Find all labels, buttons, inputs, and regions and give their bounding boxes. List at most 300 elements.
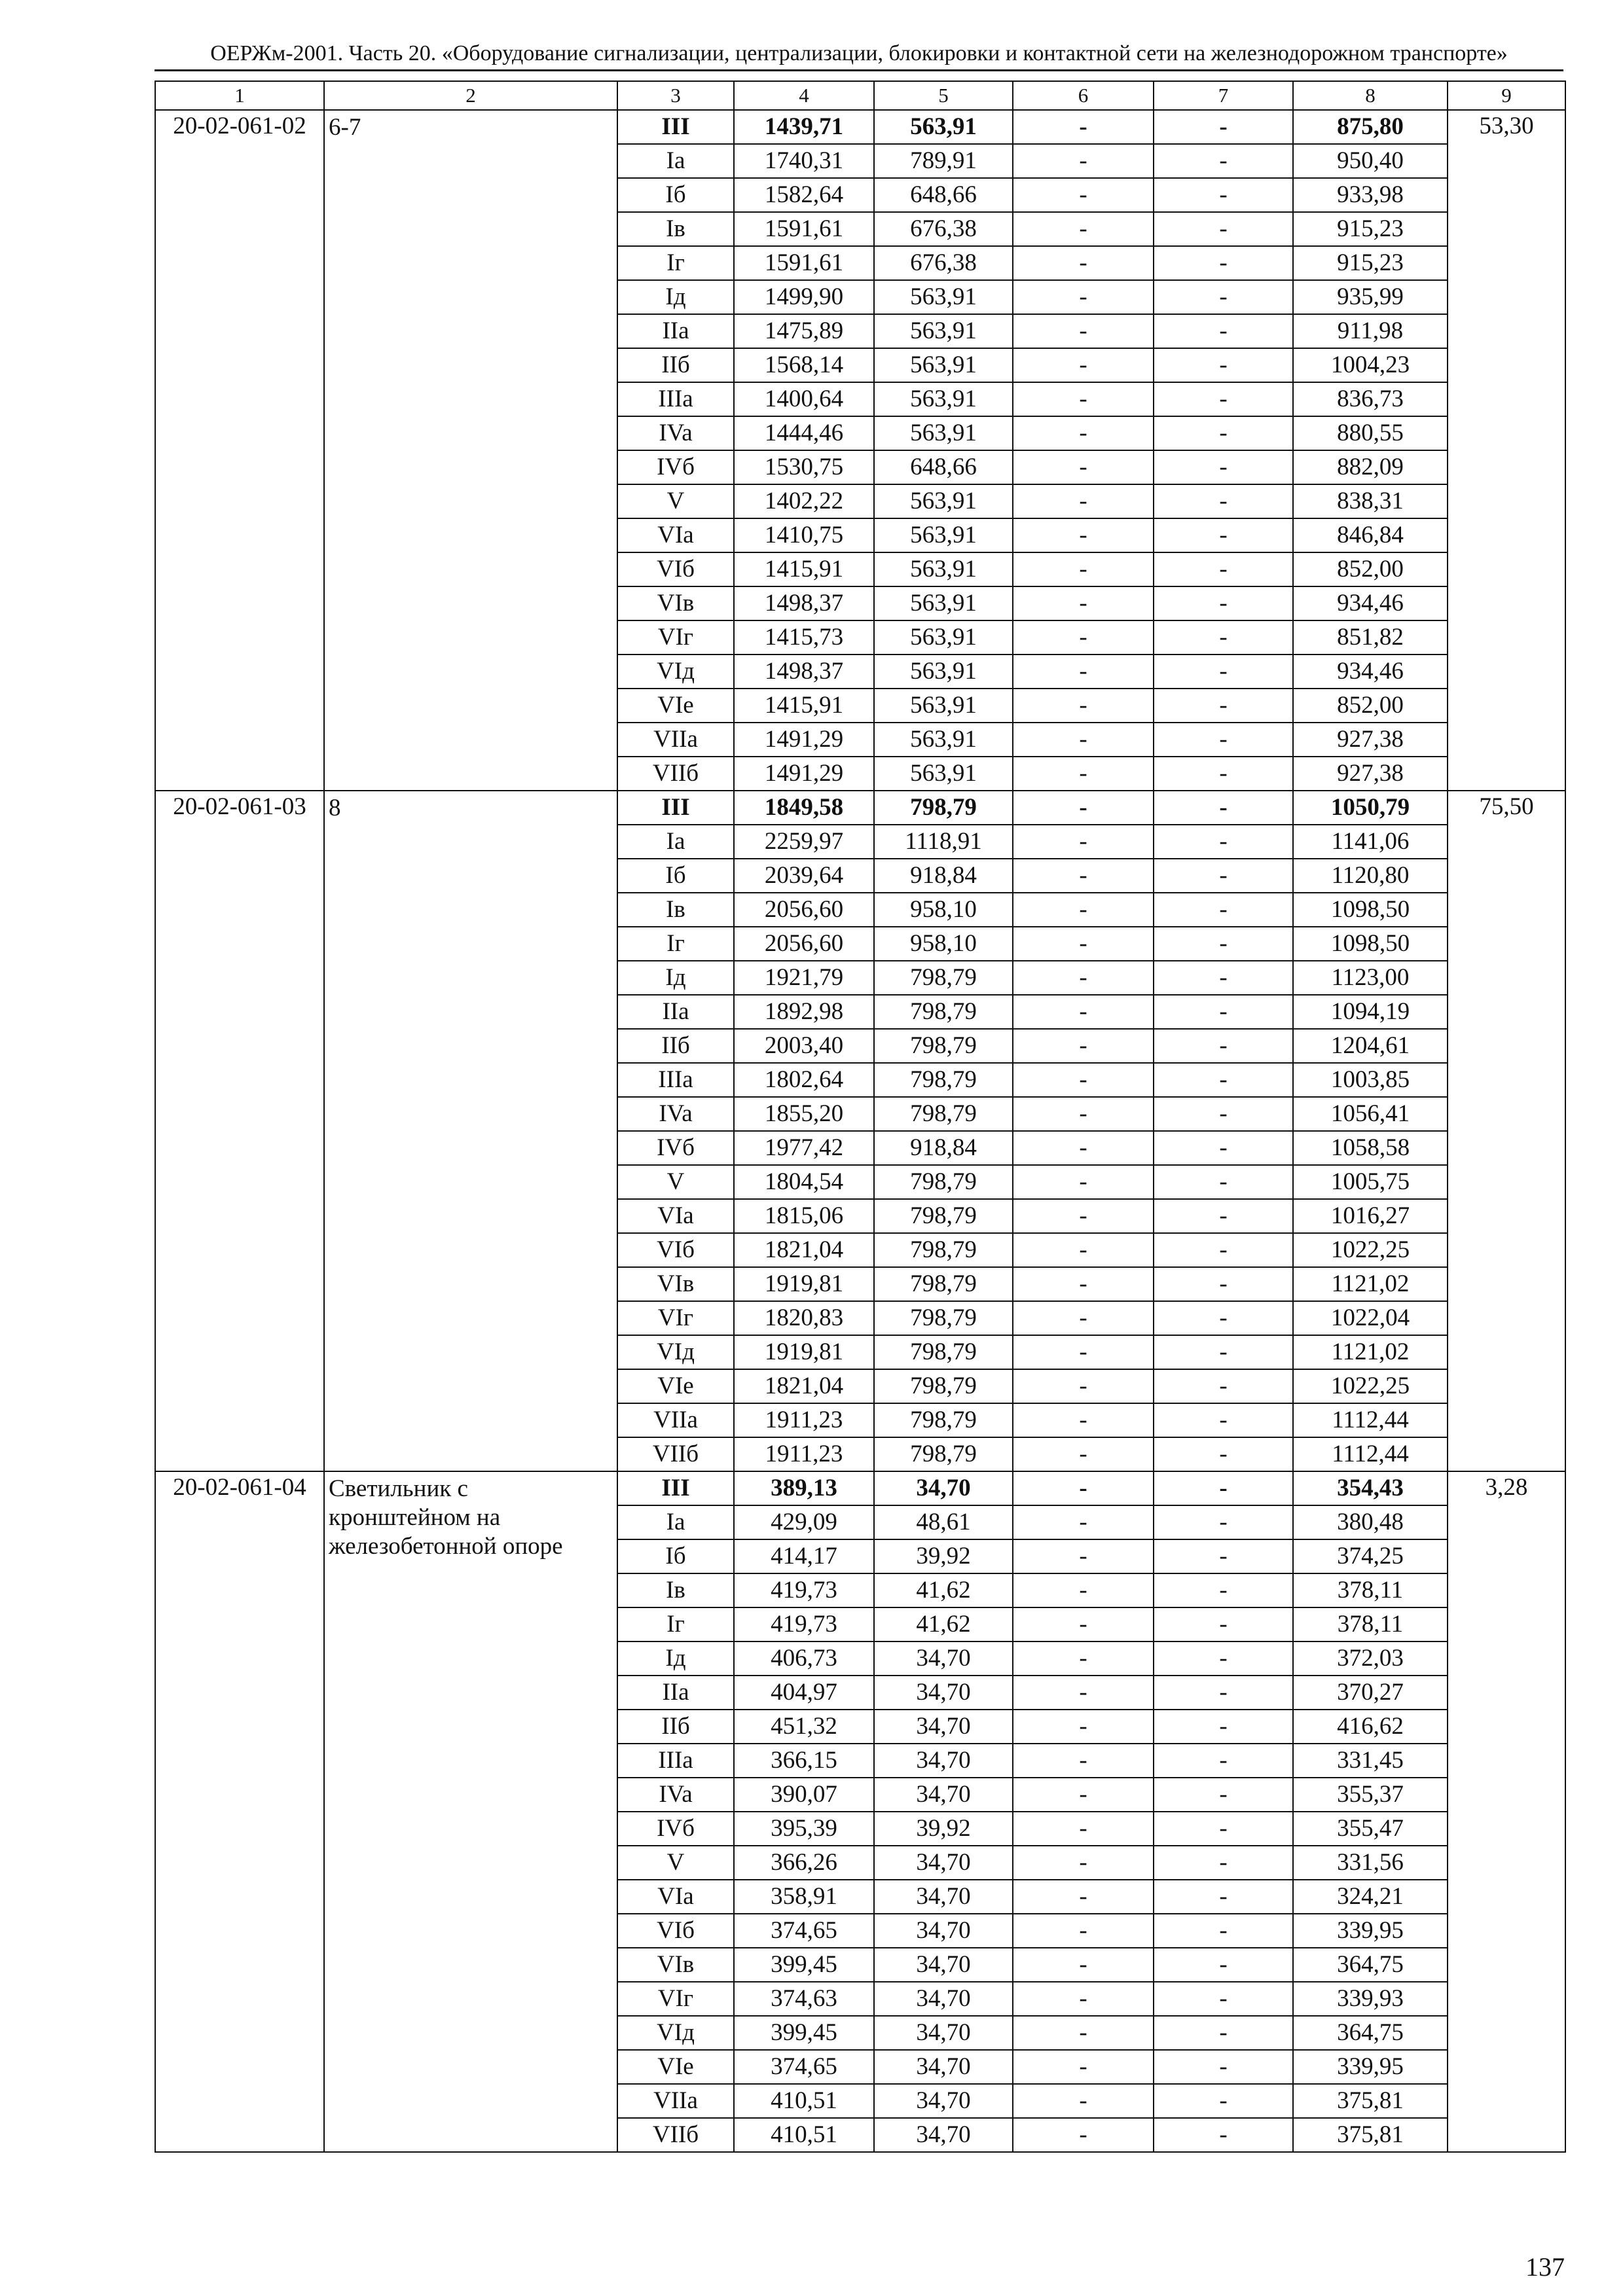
value-cell: 1849,58	[734, 791, 874, 825]
value-cell: 838,31	[1293, 484, 1448, 518]
zone-cell: Ia	[617, 144, 734, 178]
value-cell: 798,79	[874, 1301, 1013, 1335]
value-cell: 958,10	[874, 893, 1013, 927]
value-cell: 1112,44	[1293, 1437, 1448, 1471]
value-cell: -	[1154, 1029, 1293, 1063]
value-cell: 798,79	[874, 961, 1013, 995]
value-cell: 563,91	[874, 484, 1013, 518]
value-cell: 331,56	[1293, 1846, 1448, 1880]
zone-cell: VIa	[617, 1199, 734, 1233]
value-cell: 1121,02	[1293, 1335, 1448, 1369]
value-cell: -	[1013, 212, 1154, 246]
zone-cell: VIa	[617, 518, 734, 552]
value-cell: 34,70	[874, 1914, 1013, 1948]
value-cell: 1911,23	[734, 1403, 874, 1437]
value-cell: 1977,42	[734, 1131, 874, 1165]
value-cell: -	[1013, 1641, 1154, 1676]
value-cell: 34,70	[874, 2050, 1013, 2084]
column-number-cell: 8	[1293, 81, 1448, 110]
value-cell: 927,38	[1293, 757, 1448, 791]
value-cell: 1815,06	[734, 1199, 874, 1233]
value-cell: 34,70	[874, 1948, 1013, 1982]
value-cell: -	[1013, 1744, 1154, 1778]
value-cell: -	[1154, 1948, 1293, 1982]
value-cell: 34,70	[874, 1471, 1013, 1505]
value-cell: 676,38	[874, 212, 1013, 246]
value-cell: 1098,50	[1293, 927, 1448, 961]
value-cell: 1003,85	[1293, 1063, 1448, 1097]
value-cell: 419,73	[734, 1607, 874, 1641]
value-cell: -	[1013, 1369, 1154, 1403]
value-cell: -	[1154, 927, 1293, 961]
value-cell: 331,45	[1293, 1744, 1448, 1778]
value-cell: 1118,91	[874, 825, 1013, 859]
value-cell: 395,39	[734, 1812, 874, 1846]
value-cell: 358,91	[734, 1880, 874, 1914]
value-cell: 1204,61	[1293, 1029, 1448, 1063]
value-cell: 1022,25	[1293, 1233, 1448, 1267]
value-cell: 416,62	[1293, 1710, 1448, 1744]
value-cell: -	[1154, 1778, 1293, 1812]
value-cell: 563,91	[874, 280, 1013, 314]
value-cell: 451,32	[734, 1710, 874, 1744]
value-cell: 934,46	[1293, 586, 1448, 620]
zone-cell: VIв	[617, 1948, 734, 1982]
rate-name: 8	[324, 791, 617, 1471]
value-cell: -	[1154, 178, 1293, 212]
value-cell: -	[1013, 1539, 1154, 1573]
value-cell: 1491,29	[734, 723, 874, 757]
table-row	[155, 1471, 1565, 1505]
value-cell: -	[1013, 1233, 1154, 1267]
zone-cell: III	[617, 791, 734, 825]
zone-cell: VIe	[617, 2050, 734, 2084]
value-cell: -	[1154, 1403, 1293, 1437]
value-cell: -	[1013, 1812, 1154, 1846]
value-cell: -	[1154, 110, 1293, 144]
zone-cell: VIe	[617, 1369, 734, 1403]
zone-cell: VIв	[617, 1267, 734, 1301]
value-cell: -	[1013, 586, 1154, 620]
zone-cell: IIIa	[617, 1744, 734, 1778]
zone-cell: VIIa	[617, 2084, 734, 2118]
value-cell: -	[1013, 723, 1154, 757]
value-cell: 882,09	[1293, 450, 1448, 484]
value-cell: 34,70	[874, 2118, 1013, 2152]
zone-cell: VIIб	[617, 2118, 734, 2152]
value-cell: -	[1013, 416, 1154, 450]
value-cell: -	[1154, 1710, 1293, 1744]
value-cell: 798,79	[874, 791, 1013, 825]
value-cell: 789,91	[874, 144, 1013, 178]
value-cell: -	[1154, 2118, 1293, 2152]
value-cell: -	[1154, 1267, 1293, 1301]
value-cell: 355,37	[1293, 1778, 1448, 1812]
value-cell: 378,11	[1293, 1607, 1448, 1641]
value-cell: 366,15	[734, 1744, 874, 1778]
value-cell: -	[1013, 1948, 1154, 1982]
value-cell: 958,10	[874, 927, 1013, 961]
zone-cell: IIa	[617, 314, 734, 348]
value-cell: -	[1154, 961, 1293, 995]
value-cell: -	[1013, 178, 1154, 212]
value-cell: -	[1013, 2016, 1154, 2050]
zone-cell: V	[617, 1846, 734, 1880]
col9-value: 3,28	[1448, 1471, 1565, 2152]
zone-cell: IVa	[617, 416, 734, 450]
zone-cell: VIб	[617, 1914, 734, 1948]
value-cell: 419,73	[734, 1573, 874, 1607]
value-cell: 380,48	[1293, 1505, 1448, 1539]
value-cell: -	[1013, 757, 1154, 791]
value-cell: -	[1154, 1539, 1293, 1573]
value-cell: 389,13	[734, 1471, 874, 1505]
zone-cell: Ia	[617, 1505, 734, 1539]
zone-cell: Iв	[617, 1573, 734, 1607]
value-cell: 374,25	[1293, 1539, 1448, 1573]
zone-cell: IIб	[617, 1029, 734, 1063]
value-cell: -	[1154, 620, 1293, 655]
zone-cell: Iв	[617, 893, 734, 927]
value-cell: -	[1154, 1301, 1293, 1335]
value-cell: 414,17	[734, 1539, 874, 1573]
value-cell: 1530,75	[734, 450, 874, 484]
value-cell: 1439,71	[734, 110, 874, 144]
value-cell: 2259,97	[734, 825, 874, 859]
value-cell: 366,26	[734, 1846, 874, 1880]
value-cell: -	[1154, 1846, 1293, 1880]
zone-cell: VIг	[617, 1301, 734, 1335]
zone-cell: VIб	[617, 552, 734, 586]
value-cell: -	[1154, 450, 1293, 484]
value-cell: 950,40	[1293, 144, 1448, 178]
value-cell: -	[1154, 1063, 1293, 1097]
value-cell: 374,65	[734, 2050, 874, 2084]
zone-cell: Iб	[617, 178, 734, 212]
value-cell: 1415,91	[734, 689, 874, 723]
value-cell: -	[1013, 1880, 1154, 1914]
value-cell: -	[1154, 825, 1293, 859]
value-cell: 2056,60	[734, 927, 874, 961]
value-cell: 563,91	[874, 416, 1013, 450]
zone-cell: IVб	[617, 1812, 734, 1846]
value-cell: 563,91	[874, 552, 1013, 586]
page-number: 137	[1525, 2252, 1565, 2282]
value-cell: 34,70	[874, 1641, 1013, 1676]
zone-cell: VIд	[617, 1335, 734, 1369]
zone-cell: IIIa	[617, 1063, 734, 1097]
value-cell: 875,80	[1293, 110, 1448, 144]
value-cell: -	[1013, 1471, 1154, 1505]
value-cell: 1056,41	[1293, 1097, 1448, 1131]
value-cell: 563,91	[874, 723, 1013, 757]
table-row	[155, 791, 1565, 825]
value-cell: 563,91	[874, 348, 1013, 382]
value-cell: 378,11	[1293, 1573, 1448, 1607]
value-cell: 34,70	[874, 2016, 1013, 2050]
value-cell: -	[1154, 2084, 1293, 2118]
value-cell: 375,81	[1293, 2118, 1448, 2152]
value-cell: 1591,61	[734, 246, 874, 280]
zone-cell: Iд	[617, 1641, 734, 1676]
value-cell: -	[1154, 1199, 1293, 1233]
value-cell: 798,79	[874, 1199, 1013, 1233]
value-cell: 410,51	[734, 2118, 874, 2152]
value-cell: -	[1154, 416, 1293, 450]
value-cell: -	[1154, 1233, 1293, 1267]
rates-table	[155, 81, 1566, 2153]
value-cell: 1475,89	[734, 314, 874, 348]
value-cell: 324,21	[1293, 1880, 1448, 1914]
value-cell: 1740,31	[734, 144, 874, 178]
value-cell: -	[1154, 1880, 1293, 1914]
rate-code: 20-02-061-02	[155, 110, 324, 791]
value-cell: -	[1154, 1607, 1293, 1641]
zone-cell: IVб	[617, 1131, 734, 1165]
value-cell: -	[1154, 1914, 1293, 1948]
value-cell: -	[1013, 1403, 1154, 1437]
value-cell: -	[1013, 518, 1154, 552]
value-cell: 563,91	[874, 620, 1013, 655]
value-cell: 1582,64	[734, 178, 874, 212]
value-cell: -	[1013, 1029, 1154, 1063]
zone-cell: VIIa	[617, 1403, 734, 1437]
value-cell: -	[1154, 2016, 1293, 2050]
value-cell: 1022,25	[1293, 1369, 1448, 1403]
zone-cell: IIб	[617, 1710, 734, 1744]
value-cell: 1911,23	[734, 1437, 874, 1471]
value-cell: 798,79	[874, 1029, 1013, 1063]
value-cell: 1005,75	[1293, 1165, 1448, 1199]
value-cell: -	[1013, 620, 1154, 655]
value-cell: -	[1154, 893, 1293, 927]
zone-cell: Iг	[617, 1607, 734, 1641]
value-cell: 406,73	[734, 1641, 874, 1676]
zone-cell: V	[617, 484, 734, 518]
value-cell: 1591,61	[734, 212, 874, 246]
value-cell: -	[1013, 859, 1154, 893]
zone-cell: Iб	[617, 1539, 734, 1573]
value-cell: 410,51	[734, 2084, 874, 2118]
value-cell: -	[1013, 1097, 1154, 1131]
value-cell: -	[1013, 825, 1154, 859]
zone-cell: Iв	[617, 212, 734, 246]
value-cell: 676,38	[874, 246, 1013, 280]
value-cell: 355,47	[1293, 1812, 1448, 1846]
value-cell: 798,79	[874, 995, 1013, 1029]
value-cell: 1123,00	[1293, 961, 1448, 995]
value-cell: -	[1154, 859, 1293, 893]
value-cell: 880,55	[1293, 416, 1448, 450]
value-cell: -	[1013, 961, 1154, 995]
value-cell: -	[1154, 1812, 1293, 1846]
value-cell: 836,73	[1293, 382, 1448, 416]
value-cell: 2056,60	[734, 893, 874, 927]
value-cell: -	[1013, 314, 1154, 348]
value-cell: -	[1154, 1165, 1293, 1199]
value-cell: -	[1154, 1437, 1293, 1471]
value-cell: -	[1013, 1199, 1154, 1233]
value-cell: -	[1154, 723, 1293, 757]
value-cell: 918,84	[874, 859, 1013, 893]
value-cell: 563,91	[874, 314, 1013, 348]
value-cell: 563,91	[874, 382, 1013, 416]
column-number-row	[155, 81, 1565, 110]
value-cell: 563,91	[874, 586, 1013, 620]
value-cell: -	[1013, 450, 1154, 484]
value-cell: 915,23	[1293, 212, 1448, 246]
value-cell: 563,91	[874, 518, 1013, 552]
zone-cell: Iб	[617, 859, 734, 893]
value-cell: 1804,54	[734, 1165, 874, 1199]
value-cell: 1410,75	[734, 518, 874, 552]
value-cell: 911,98	[1293, 314, 1448, 348]
value-cell: 1098,50	[1293, 893, 1448, 927]
value-cell: 404,97	[734, 1676, 874, 1710]
value-cell: -	[1013, 110, 1154, 144]
value-cell: 339,95	[1293, 2050, 1448, 2084]
value-cell: 1022,04	[1293, 1301, 1448, 1335]
value-cell: 34,70	[874, 1744, 1013, 1778]
value-cell: 927,38	[1293, 723, 1448, 757]
value-cell: -	[1154, 791, 1293, 825]
value-cell: -	[1013, 382, 1154, 416]
value-cell: -	[1013, 348, 1154, 382]
value-cell: 364,75	[1293, 2016, 1448, 2050]
zone-cell: Iг	[617, 246, 734, 280]
value-cell: 375,81	[1293, 2084, 1448, 2118]
value-cell: 798,79	[874, 1335, 1013, 1369]
value-cell: -	[1013, 1573, 1154, 1607]
value-cell: 852,00	[1293, 689, 1448, 723]
value-cell: 41,62	[874, 1573, 1013, 1607]
value-cell: 1821,04	[734, 1233, 874, 1267]
value-cell: -	[1154, 382, 1293, 416]
value-cell: -	[1154, 484, 1293, 518]
value-cell: 399,45	[734, 1948, 874, 1982]
value-cell: -	[1013, 1778, 1154, 1812]
value-cell: -	[1013, 1982, 1154, 2016]
value-cell: -	[1013, 1131, 1154, 1165]
value-cell: 1058,58	[1293, 1131, 1448, 1165]
zone-cell: VIe	[617, 689, 734, 723]
value-cell: -	[1154, 1335, 1293, 1369]
value-cell: 1820,83	[734, 1301, 874, 1335]
zone-cell: VIд	[617, 2016, 734, 2050]
zone-cell: Iд	[617, 961, 734, 995]
value-cell: 563,91	[874, 757, 1013, 791]
rate-code: 20-02-061-03	[155, 791, 324, 1471]
zone-cell: VIa	[617, 1880, 734, 1914]
value-cell: -	[1013, 280, 1154, 314]
value-cell: 798,79	[874, 1097, 1013, 1131]
zone-cell: III	[617, 1471, 734, 1505]
value-cell: -	[1013, 1846, 1154, 1880]
value-cell: -	[1154, 1097, 1293, 1131]
value-cell: -	[1154, 1744, 1293, 1778]
value-cell: 390,07	[734, 1778, 874, 1812]
value-cell: -	[1154, 552, 1293, 586]
value-cell: 34,70	[874, 1982, 1013, 2016]
value-cell: 1921,79	[734, 961, 874, 995]
value-cell: 1016,27	[1293, 1199, 1448, 1233]
col9-value: 53,30	[1448, 110, 1565, 791]
value-cell: 1498,37	[734, 655, 874, 689]
value-cell: 34,70	[874, 1710, 1013, 1744]
value-cell: 1400,64	[734, 382, 874, 416]
value-cell: -	[1154, 1982, 1293, 2016]
value-cell: 339,93	[1293, 1982, 1448, 2016]
value-cell: 798,79	[874, 1437, 1013, 1471]
value-cell: -	[1154, 586, 1293, 620]
column-number-cell: 1	[155, 81, 324, 110]
zone-cell: IIб	[617, 348, 734, 382]
zone-cell: IIIa	[617, 382, 734, 416]
value-cell: -	[1013, 1063, 1154, 1097]
value-cell: 934,46	[1293, 655, 1448, 689]
value-cell: 798,79	[874, 1403, 1013, 1437]
value-cell: -	[1013, 2050, 1154, 2084]
value-cell: -	[1013, 893, 1154, 927]
value-cell: 399,45	[734, 2016, 874, 2050]
value-cell: 1919,81	[734, 1335, 874, 1369]
column-number-cell: 7	[1154, 81, 1293, 110]
value-cell: -	[1013, 995, 1154, 1029]
zone-cell: IIa	[617, 1676, 734, 1710]
value-cell: 41,62	[874, 1607, 1013, 1641]
value-cell: -	[1154, 1369, 1293, 1403]
value-cell: -	[1154, 1676, 1293, 1710]
value-cell: -	[1013, 927, 1154, 961]
value-cell: -	[1013, 1165, 1154, 1199]
value-cell: 1444,46	[734, 416, 874, 450]
value-cell: 1402,22	[734, 484, 874, 518]
value-cell: -	[1013, 144, 1154, 178]
zone-cell: IVa	[617, 1778, 734, 1812]
value-cell: -	[1013, 791, 1154, 825]
value-cell: 648,66	[874, 450, 1013, 484]
value-cell: 372,03	[1293, 1641, 1448, 1676]
value-cell: -	[1154, 1641, 1293, 1676]
column-number-cell: 9	[1448, 81, 1565, 110]
zone-cell: IVa	[617, 1097, 734, 1131]
zone-cell: Iг	[617, 927, 734, 961]
value-cell: -	[1013, 1437, 1154, 1471]
zone-cell: VIв	[617, 586, 734, 620]
running-header: ОЕРЖм-2001. Часть 20. «Оборудование сигнализации, централизации, блокировки и контактной сети на железнодорожном транспорте»	[155, 38, 1563, 71]
column-number-cell: 4	[734, 81, 874, 110]
value-cell: 851,82	[1293, 620, 1448, 655]
value-cell: 852,00	[1293, 552, 1448, 586]
value-cell: 846,84	[1293, 518, 1448, 552]
value-cell: 1892,98	[734, 995, 874, 1029]
value-cell: -	[1154, 757, 1293, 791]
value-cell: 1498,37	[734, 586, 874, 620]
value-cell: -	[1013, 1335, 1154, 1369]
col9-value: 75,50	[1448, 791, 1565, 1471]
value-cell: -	[1154, 144, 1293, 178]
value-cell: -	[1013, 246, 1154, 280]
value-cell: -	[1154, 689, 1293, 723]
value-cell: -	[1013, 552, 1154, 586]
zone-cell: III	[617, 110, 734, 144]
zone-cell: VIб	[617, 1233, 734, 1267]
zone-cell: IVб	[617, 450, 734, 484]
value-cell: 2003,40	[734, 1029, 874, 1063]
column-number-cell: 3	[617, 81, 734, 110]
value-cell: -	[1154, 655, 1293, 689]
zone-cell: VIд	[617, 655, 734, 689]
